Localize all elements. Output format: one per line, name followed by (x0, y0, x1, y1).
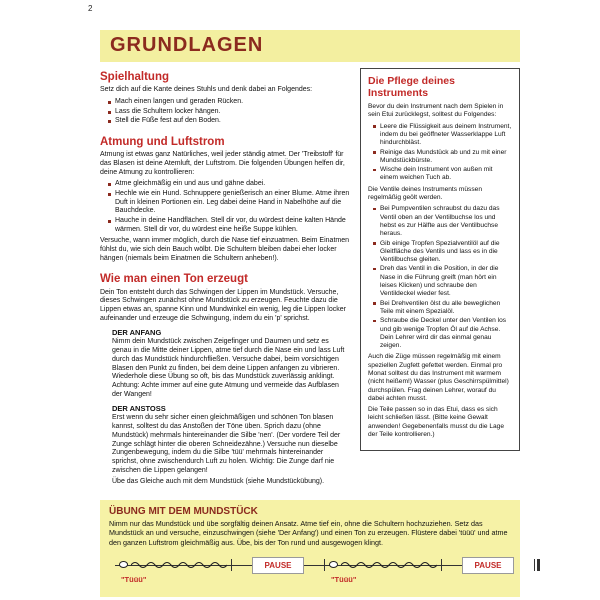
wave-row (329, 560, 437, 570)
pause-box-2: PAUSE (462, 557, 515, 574)
tuu-label-2: "Tüüü" (331, 574, 357, 584)
mouthpiece-exercise-box (100, 500, 520, 597)
subheading-der-anstoss: DER ANSTOSS (112, 404, 166, 414)
section-heading-atmung: Atmung und Luftstrom (100, 135, 225, 148)
atmung-list (100, 180, 350, 234)
atmung-outro: Versuche, wann immer möglich, durch die Nase tief einzuatmen. Beim Einatmen fühlst du, wie sich dein Bauch wölbt. Die Schultern bleiben dabei eher locker hängen (niemals beim Einatmen die Schultern anheben!). (100, 237, 350, 262)
section-heading-ton: Wie man einen Ton erzeugt (100, 273, 248, 286)
atmung-intro: Atmung ist etwas ganz Natürliches, weil jeder ständig atmet. Der 'Treibstoff' für das Blasen ist deine Atemluft, der Luftstrom. Die folgenden Übungen helfen dir, deine Atmung zu kontrollieren: (100, 151, 345, 176)
pause-segment-1 (232, 553, 324, 574)
list-item: Bei Drehventilen ölst du alle beweglichen Teile mit einem Spezialöl. (373, 300, 512, 317)
spielhaltung-intro: Setz dich auf die Kante deines Stuhls und denk dabei an Folgendes: (100, 86, 313, 94)
list-item: Bei Pumpventilen schraubst du dazu das Ventil oben an der Ventilbuchse los und hebst es zur Hälfte aus der Ventilbuchse heraus. (373, 205, 512, 238)
sidebar-outro-1: Auch die Züge müssen regelmäßig mit einem speziellen Zugfett gefettet werden. Einmal pro Monat solltest du das Instrument mit warmem (nicht heißem!) Wasser (plus Geschirrspülmittel) durchspülen. Frag deinen Lehrer, worauf du dabei achten musst. (368, 353, 509, 402)
anstoss-text: Erst wenn du sehr sicher einen gleichmäßigen und schönen Ton blasen kannst, solltest du das Anstoßen der Töne üben. Sprich dazu (ohne Mundstück) mehrmals hintereinander die Silbe 'nen'. (Der vordere Teil der Zunge schlägt hinter die oberen Schneidezähne.) Versuche nun dieselbe Zungenbewegung, indem du die Silbe 'tüü' mehrmals hintereinander sprichst, ohne zwischendurch Luft zu holen. Wichtig: Die Zunge darf nie zwischen die Lippen gelangen! (112, 414, 341, 474)
sidebar-intro: Bevor du dein Instrument nach dem Spielen in sein Etui zurücklegst, solltest du Folgendes: (368, 103, 504, 119)
list-item: Hechle wie ein Hund. Schnuppere genießerisch an einer Blume. Atme ihren Duft in kleinen Portionen ein. Leg dabei deine Hand in Nabelhöhe auf die Bauchdecke. (108, 190, 350, 216)
anstoss-text2: Übe das Gleiche auch mit dem Mundstück (siehe Mundstückübung). (112, 478, 325, 486)
list-item: Dreh das Ventil in die Position, in der die Nase in die Führung greift (man hört ein leises Klicken) und schraube den Ventildeckel wieder fest. (373, 265, 512, 298)
list-item: Atme gleichmäßig ein und aus und gähne dabei. (108, 180, 350, 189)
wavy-line-icon (341, 560, 437, 570)
page-content (100, 30, 520, 597)
tuu-label-1: "Tüüü" (121, 574, 147, 584)
sidebar-list-2 (368, 205, 512, 350)
notation-row (115, 553, 505, 589)
subsection-anstoss (112, 404, 350, 487)
sidebar-mid: Die Ventile deines Instruments müssen regelmäßig geölt werden. (368, 185, 482, 202)
list-item: Gib einige Tropfen Spezialventilöl auf die Gleitfläche des Ventils und lass es in die Ventilbuchse gleiten. (373, 240, 512, 265)
list-item: Lass die Schultern locker hängen. (108, 108, 350, 117)
pause-segment-2 (442, 553, 534, 574)
section-heading-spielhaltung: Spielhaltung (100, 71, 169, 83)
title-band (100, 30, 520, 62)
pause-box-1: PAUSE (252, 557, 305, 574)
page-number: 2 (88, 4, 93, 13)
spielhaltung-list (100, 98, 350, 126)
whole-note-icon (329, 561, 338, 568)
sidebar-heading: Die Pflege deines Instruments (368, 75, 455, 99)
two-column-layout (100, 68, 520, 490)
list-item: Hauche in deine Handflächen. Stell dir vor, du würdest deine kalten Hände wärmen. Stell dir vor, du würdest eine heiße Suppe kühlen. (108, 217, 350, 234)
sidebar-list-1 (368, 123, 512, 183)
list-item: Mach einen langen und geraden Rücken. (108, 98, 350, 107)
anfang-text: Nimm dein Mundstück zwischen Zeigefinger und Daumen und setz es genau in die Mitte deiner Lippen, atme tief durch die Nase ein und lass Luft durch das Mundstück hindurchfließen. Versuche dabei, beim vorsichtigen Blasen den Punkt zu finden, bei dem deine Lippen anfangen zu vibrieren. Wiederhole diese Übung so oft, bis das Mundstück zuverlässig anklingt. Achtung: Achte immer auf eine gute Atmung und vermeide das Aufblasen der Wangen! (112, 338, 345, 398)
final-barline-icon (534, 559, 540, 571)
wave-row (119, 560, 227, 570)
tone-segment-1 (115, 553, 231, 584)
list-item: Wische dein Instrument von außen mit einem weichen Tuch ab. (373, 166, 512, 183)
page-title: GRUNDLAGEN (110, 34, 264, 56)
list-item: Schraube die Deckel unter den Ventilen los und gib wenige Tropfen Öl auf die Achse. Dein Lehrer wird dir das einmal genau zeigen. (373, 317, 512, 350)
subheading-der-anfang: DER ANFANG (112, 328, 162, 338)
tone-segment-2 (325, 553, 441, 584)
list-item: Reinige das Mundstück ab und zu mit einer Mundstückbürste. (373, 149, 512, 166)
care-sidebar (360, 68, 520, 451)
wavy-line-icon (131, 560, 227, 570)
sidebar-outro-2: Die Teile passen so in das Etui, dass es sich leicht schließen lässt. (Bitte keine Gewalt anwenden! Gegebenenfalls musst du die Lage der Teile kontrollieren.) (368, 406, 505, 439)
ton-intro: Dein Ton entsteht durch das Schwingen der Lippen im Mundstück. Versuche, dieses Schwingen zunächst ohne Mundstück zu erzeugen. Feuchte dazu die Lippen etwas an, spanne Kinn und Mundwinkel ein wenig, leg die Lippen locker aufeinander und erzeuge die Schwingung, indem du ein 'p' sprichst. (100, 288, 346, 322)
list-item: Leere die Flüssigkeit aus deinem Instrument, indem du bei geöffneter Wasserklappe Luft hindurchbläst. (373, 123, 512, 148)
subsection-anfang (112, 328, 350, 399)
exercise-heading: ÜBUNG MIT DEM MUNDSTÜCK (109, 505, 258, 517)
list-item: Stell die Füße fest auf den Boden. (108, 117, 350, 126)
main-column (100, 68, 350, 490)
exercise-text: Nimm nur das Mundstück und übe sorgfältig deinen Ansatz. Atme tief ein, ohne die Schultern hochzuziehen. Setz das Mundstück an und versuche, einzuschwingen (siehe 'Der Anfang') und einen Ton zu erzeugen. Flüstere dabei 'tüüü' und atme den ganzen Luftstrom gleichmäßig aus. Übe, bis der Ton rund und ausgewogen klingt. (109, 518, 508, 547)
exercise-notation (115, 553, 505, 589)
whole-note-icon (119, 561, 128, 568)
